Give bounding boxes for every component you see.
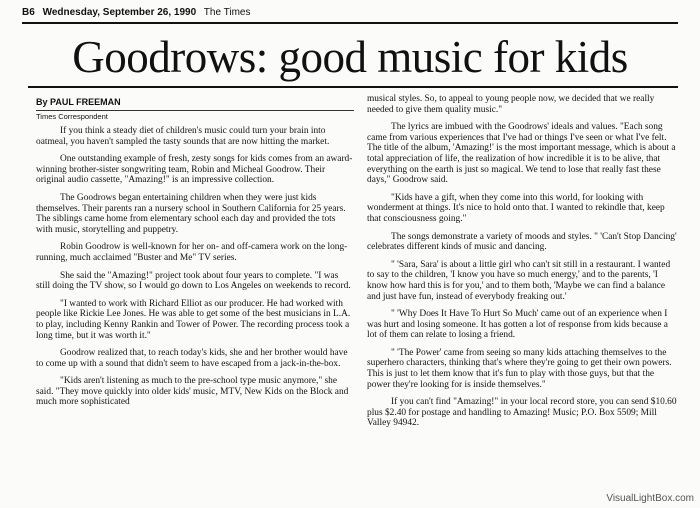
publication-name: The Times <box>203 7 251 18</box>
paragraph: "Kids have a gift, when they come into this world, for looking with wonderment at things. It's nice to hold onto that. I wanted to rekindle that, keep that consciousness going." <box>367 192 665 224</box>
paragraph: If you can't find "Amazing!" in your local record store, you can send $10.60 plus $2.40 for postage and handling to Amazing! Music; P.O. Box 5509; Mill Valley 94942. <box>367 397 677 429</box>
headline: Goodrows: good music for kids <box>72 32 628 82</box>
paragraph: "Kids aren't listening as much to the pre-school type music anymore," she said. "They move quickly into older kids' music, MTV, New Kids on the Block and much more sophisticated <box>36 376 349 408</box>
paragraph: " 'Why Does It Have To Hurt So Much' came out of an experience when I was hurt and losing someone. It has gotten a lot of response from kids because a lot of them can relate to losing a friend. <box>367 309 668 341</box>
byline-rule <box>36 110 354 111</box>
page-number: B6 <box>22 7 35 18</box>
paragraph: The lyrics are imbued with the Goodrows' ideals and values. "Each song came from various experiences that I've had or things I've seen or what I've felt. The title of the album, 'Amazing!' is the most important message, which is about a total appreciation of life, the realization of how incredible it is to be alive, that everything on the earth is just so magical. We tend to lose that really fast these days," Goodrow said. <box>367 122 676 186</box>
article-column-right <box>367 94 679 436</box>
paragraph: If you think a steady diet of children's music could turn your brain into oatmeal, you haven't sampled the tasty sounds that are now hitting the market. <box>36 126 330 147</box>
paragraph: Goodrow realized that, to reach today's kids, she and her brother would have to come up with a sound that didn't seem to have escaped from a jack-in-the-box. <box>36 348 348 369</box>
paragraph: "I wanted to work with Richard Elliot as our producer. He had worked with people like Rickie Lee Jones. He was able to get some of the best musicians in L.A. to play, including Kenny Rankin and Tower of Power. The recording process took a long time, but it was worth it." <box>36 298 351 341</box>
paragraph: " 'The Power' came from seeing so many kids attaching themselves to the superhero characters, thinking that's where they're going to get their own powers. This is just to let them know that it's fun to play with those guys, but that the power they're looking for is inside themselves." <box>367 347 672 390</box>
paragraph: " 'Sara, Sara' is about a little girl who can't sit still in a restaurant. I wanted to say to the children, 'I know you have so much energy,' and to the parents, 'I know how hard this is for you,' and to them both, 'Maybe we can find a balance and just have fun, instead of everybody freaking out.' <box>367 259 671 302</box>
paragraph: The Goodrows began entertaining children when they were just kids themselves. Their parents ran a nursery school in Southern California for 25 years. The siblings came home from elementary school each day and provided the tots with music, storytelling and puppetry. <box>36 192 346 235</box>
header-rule <box>22 22 678 24</box>
article-column-left <box>36 126 354 408</box>
paragraph: The songs demonstrate a variety of moods and styles. " 'Can't Stop Dancing' celebrates different kinds of music and dancing. <box>367 231 677 253</box>
paragraph: One outstanding example of fresh, zesty songs for kids comes from an award-winning brother-sister songwriting team, Robin and Micheal Goodrow. Their original audio cassette, "Amazing!" is an impressive collection. <box>36 154 353 186</box>
headline-rule <box>28 86 678 88</box>
paragraph-continued: musical styles. So, to appeal to young people now, we decided that we really needed to give them quality music." <box>367 94 655 115</box>
paragraph: She said the "Amazing!" project took about four years to complete. "I was still doing the TV show, so I would go down to Los Angeles on weekends to record. <box>36 270 351 292</box>
byline-credit: Times Correspondent <box>36 112 108 121</box>
byline: By PAUL FREEMAN <box>36 97 121 107</box>
page-header <box>22 6 250 20</box>
paragraph: Robin Goodrow is well-known for her on- and off-camera work on the long-running, much acclaimed "Buster and Me" TV series. <box>36 242 348 263</box>
issue-date: Wednesday, September 26, 1990 <box>42 7 197 18</box>
watermark: VisualLightBox.com <box>606 493 694 504</box>
